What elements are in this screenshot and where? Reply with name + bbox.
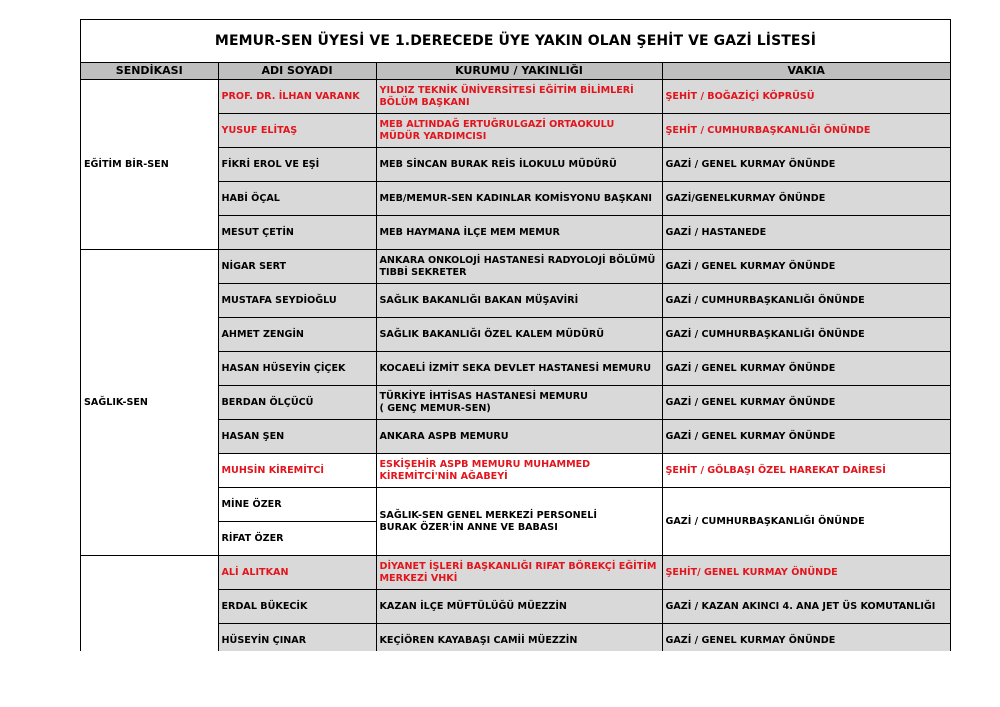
institution-line: SAĞLIK-SEN GENEL MERKEZİ PERSONELİ [379,509,597,521]
institution-line: ANKARA ASPB MEMURU [379,430,509,442]
martyr-veteran-table [81,63,950,651]
person-name: MUHSİN KİREMİTCİ [218,454,376,488]
event-cell: GAZİ/GENELKURMAY ÖNÜNDE [662,182,950,216]
institution-line: TIBBİ SEKRETER [379,266,467,278]
event-cell: GAZİ / CUMHURBAŞKANLIĞI ÖNÜNDE [662,284,950,318]
institution-line: MEB ALTINDAĞ ERTUĞRULGAZİ ORTAOKULU [379,118,615,130]
event-cell: GAZİ / GENEL KURMAY ÖNÜNDE [662,420,950,454]
institution-line: KOCAELİ İZMİT SEKA DEVLET HASTANESİ MEMURU [379,362,651,374]
institution-line: ESKİŞEHİR ASPB MEMURU MUHAMMED [379,458,591,470]
merged-names-cell [218,488,376,556]
document-sheet [80,19,951,651]
header-institution: KURUMU / YAKINLIĞI [376,63,662,80]
institution-cell [376,182,662,216]
institution-cell [376,556,662,590]
person-name: BERDAN ÖLÇÜCÜ [218,386,376,420]
table-row [81,556,950,590]
institution-line: MERKEZİ VHKİ [379,572,458,584]
event-cell: GAZİ / CUMHURBAŞKANLIĞI ÖNÜNDE [662,318,950,352]
institution-cell [376,80,662,114]
header-union: SENDİKASI [81,63,218,80]
institution-line: MEB SİNCAN BURAK REİS İLOKULU MÜDÜRÜ [379,158,617,170]
institution-line: BÖLÜM BAŞKANI [379,96,470,108]
institution-line: DİYANET İŞLERİ BAŞKANLIĞI RIFAT BÖREKÇİ EĞİTİM [379,560,657,572]
table-header-row [81,63,950,80]
institution-line: KEÇİÖREN KAYABAŞI CAMİİ MÜEZZİN [379,634,578,646]
institution-line: ANKARA ONKOLOJİ HASTANESİ RADYOLOJİ BÖLÜMÜ [379,254,656,266]
institution-cell [376,386,662,420]
institution-line: MEB HAYMANA İLÇE MEM MEMUR [379,226,560,238]
institution-line: BURAK ÖZER'İN ANNE VE BABASI [379,521,558,533]
person-name: MİNE ÖZER [221,498,282,510]
institution-line: MÜDÜR YARDIMCISI [379,130,487,142]
event-cell: ŞEHİT / GÖLBAŞI ÖZEL HAREKAT DAİRESİ [662,454,950,488]
institution-cell [376,488,662,556]
institution-line: SAĞLIK BAKANLIĞI BAKAN MÜŞAVİRİ [379,294,579,306]
person-name: MUSTAFA SEYDİOĞLU [218,284,376,318]
header-event: VAKIA [662,63,950,80]
person-name: RİFAT ÖZER [219,521,376,555]
event-cell: ŞEHİT/ GENEL KURMAY ÖNÜNDE [662,556,950,590]
institution-cell [376,420,662,454]
institution-cell [376,624,662,652]
institution-line: KİREMİTCİ'NİN AĞABEYİ [379,470,508,482]
person-name: PROF. DR. İLHAN VARANK [218,80,376,114]
person-name: NİGAR SERT [218,250,376,284]
institution-cell [376,352,662,386]
event-cell: GAZİ / HASTANEDE [662,216,950,250]
person-name: ERDAL BÜKECİK [218,590,376,624]
event-cell: GAZİ / GENEL KURMAY ÖNÜNDE [662,148,950,182]
institution-line: SAĞLIK BAKANLIĞI ÖZEL KALEM MÜDÜRÜ [379,328,605,340]
union-cell: SAĞLIK-SEN [81,250,218,556]
event-cell: GAZİ / GENEL KURMAY ÖNÜNDE [662,352,950,386]
person-name: AHMET ZENGİN [218,318,376,352]
event-cell: GAZİ / CUMHURBAŞKANLIĞI ÖNÜNDE [662,488,950,556]
header-name: ADI SOYADI [218,63,376,80]
event-cell: ŞEHİT / CUMHURBAŞKANLIĞI ÖNÜNDE [662,114,950,148]
institution-cell [376,250,662,284]
institution-line: TÜRKİYE İHTİSAS HASTANESİ MEMURU [379,390,588,402]
union-cell [81,556,218,652]
person-name: HABİ ÖÇAL [218,182,376,216]
event-cell: ŞEHİT / BOĞAZİÇİ KÖPRÜSÜ [662,80,950,114]
institution-cell [376,216,662,250]
person-name: FİKRİ EROL VE EŞİ [218,148,376,182]
event-cell: GAZİ / GENEL KURMAY ÖNÜNDE [662,624,950,652]
institution-line: YILDIZ TEKNİK ÜNİVERSİTESİ EĞİTİM BİLİMLERİ [379,84,634,96]
person-name: HASAN ŞEN [218,420,376,454]
person-name: HASAN HÜSEYİN ÇİÇEK [218,352,376,386]
union-cell: EĞİTİM BİR-SEN [81,80,218,250]
institution-cell [376,318,662,352]
event-cell: GAZİ / GENEL KURMAY ÖNÜNDE [662,386,950,420]
institution-cell [376,454,662,488]
institution-line: ( GENÇ MEMUR-SEN) [379,402,491,414]
institution-cell [376,114,662,148]
institution-line: KAZAN İLÇE MÜFTÜLÜĞÜ MÜEZZİN [379,600,567,612]
event-cell: GAZİ / KAZAN AKINCI 4. ANA JET ÜS KOMUTANLIĞI [662,590,950,624]
person-name: YUSUF ELİTAŞ [218,114,376,148]
table-row [81,80,950,114]
institution-cell [376,148,662,182]
person-name: HÜSEYİN ÇINAR [218,624,376,652]
person-name: ALİ ALITKAN [218,556,376,590]
event-cell: GAZİ / GENEL KURMAY ÖNÜNDE [662,250,950,284]
institution-cell [376,284,662,318]
person-name: MESUT ÇETİN [218,216,376,250]
institution-line: MEB/MEMUR-SEN KADINLAR KOMİSYONU BAŞKANI [379,192,652,204]
document-title: MEMUR-SEN ÜYESİ VE 1.DERECEDE ÜYE YAKIN OLAN ŞEHİT VE GAZİ LİSTESİ [81,20,950,63]
institution-cell [376,590,662,624]
table-row [81,250,950,284]
